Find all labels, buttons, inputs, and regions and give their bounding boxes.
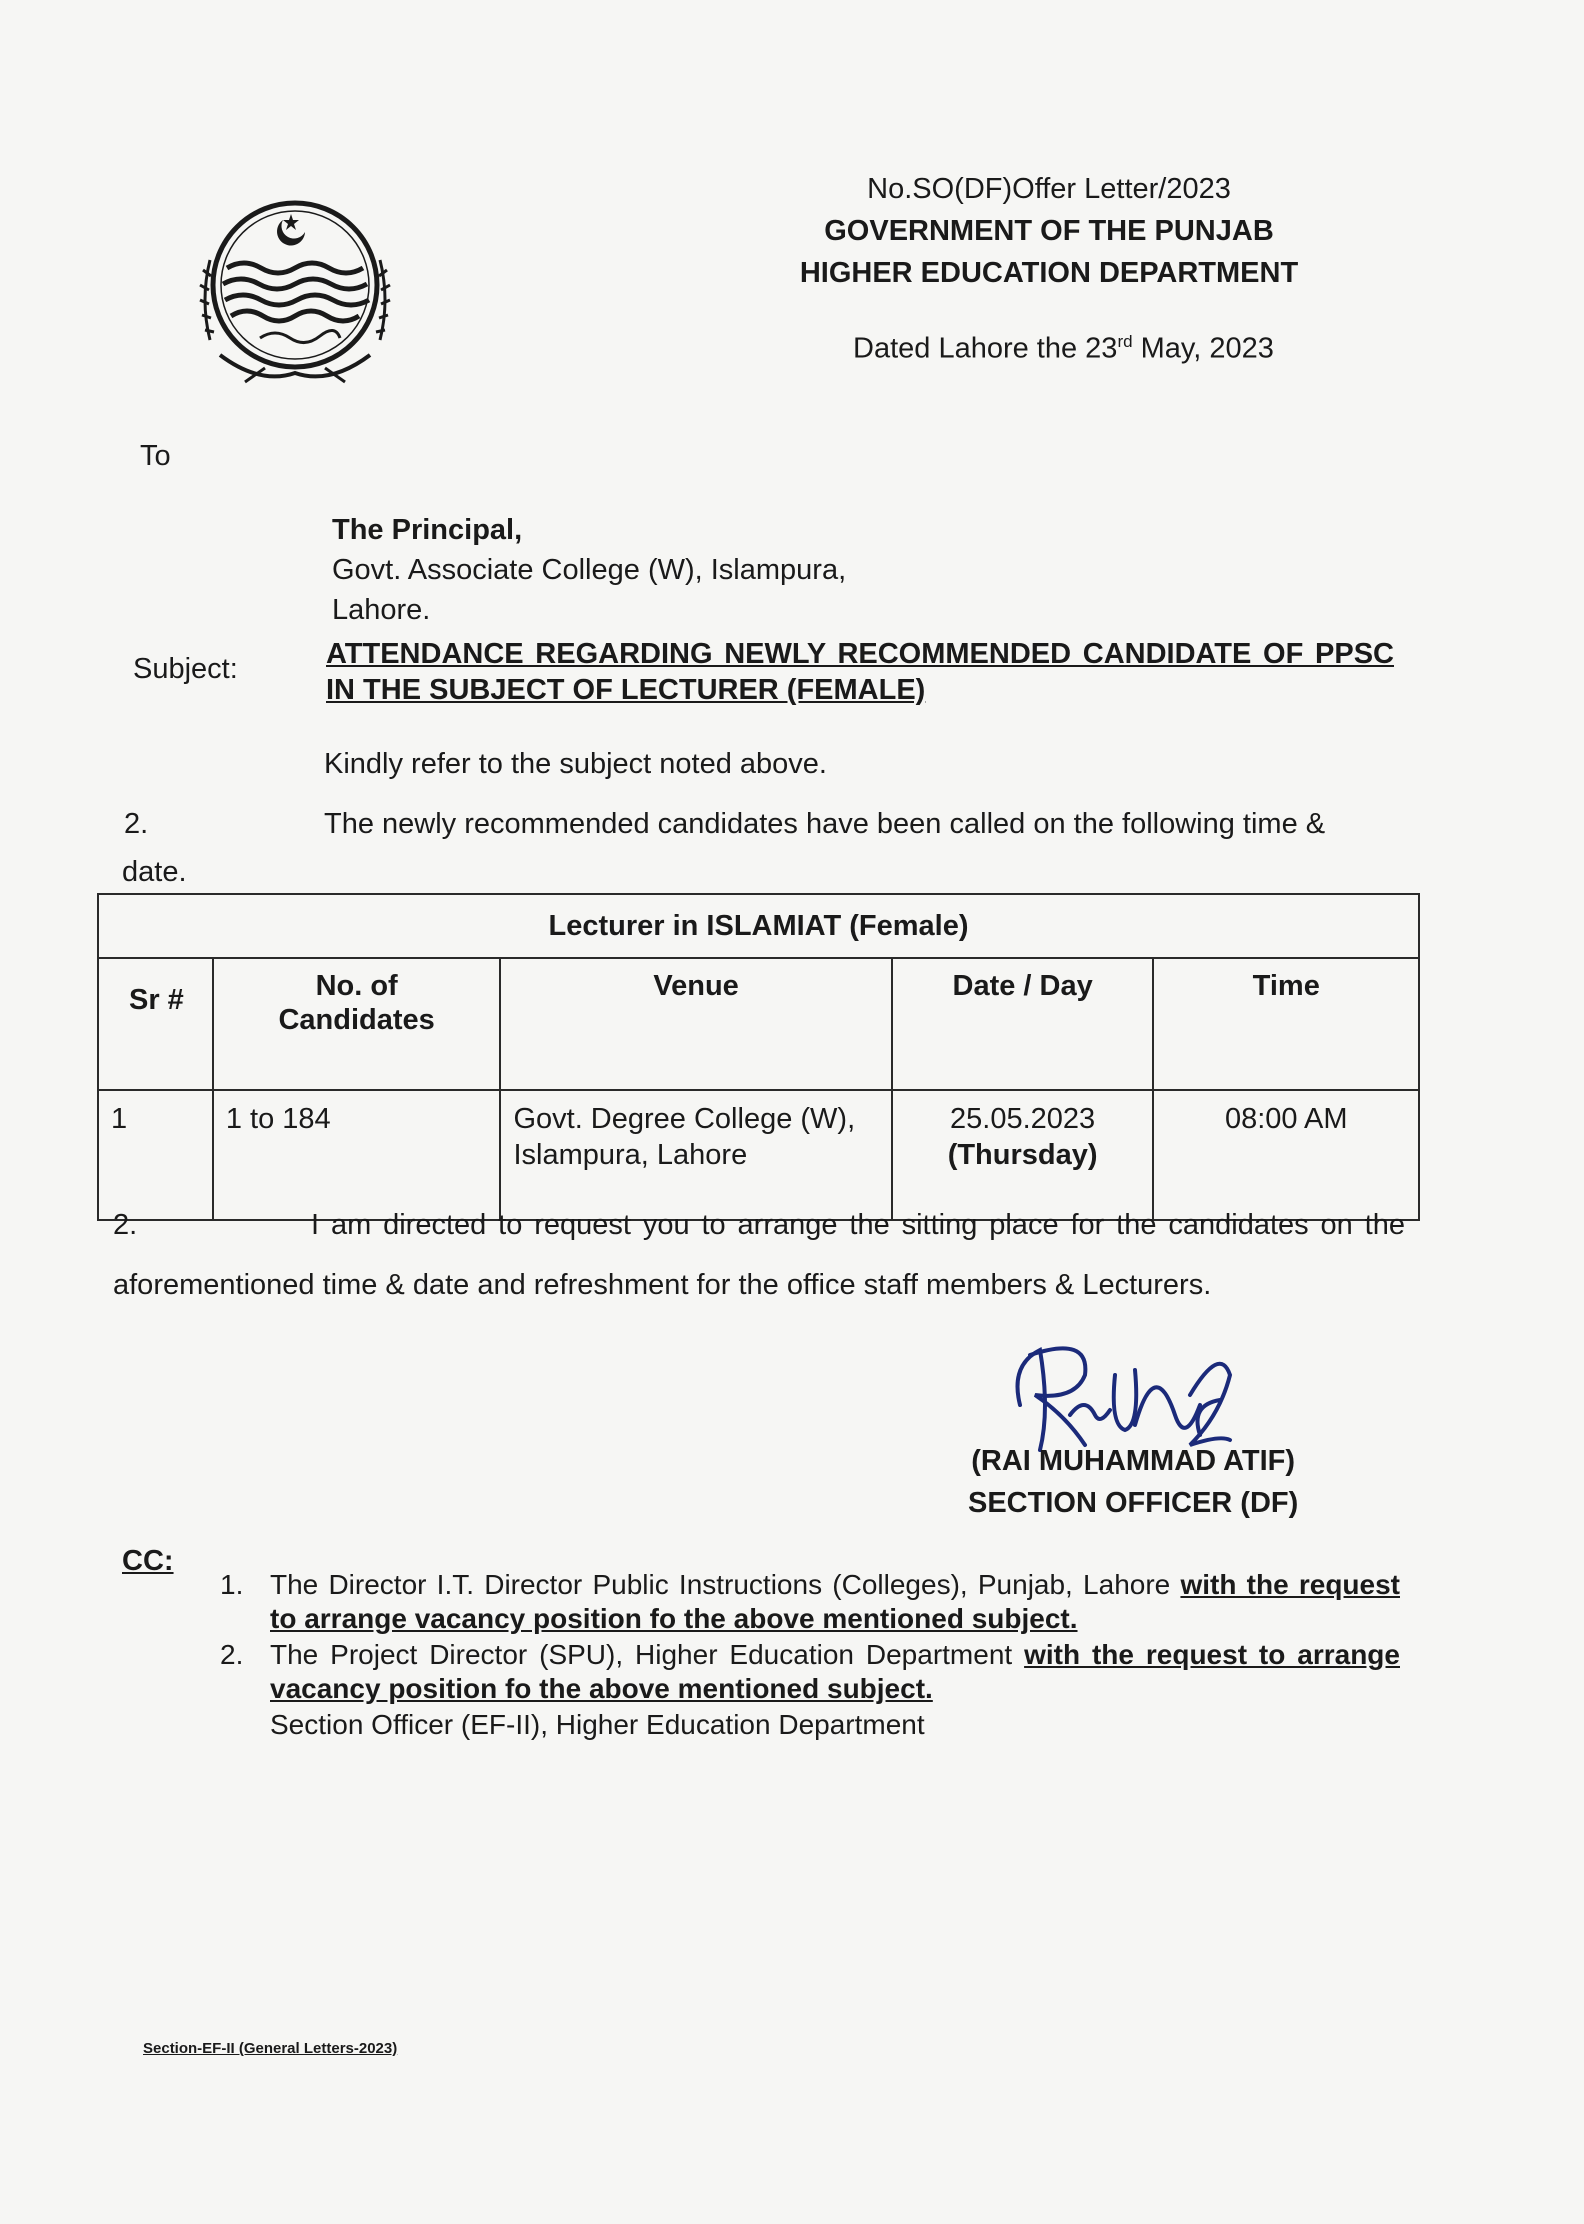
- date-prefix: Dated Lahore the 23: [853, 332, 1118, 365]
- signatory-designation: SECTION OFFICER (DF): [968, 1487, 1299, 1519]
- cc-item-plain: The Director I.T. Director Public Instructions (Colleges), Punjab, Lahore: [270, 1569, 1181, 1600]
- cc-item-text: [270, 1638, 1400, 1706]
- date-ordinal: rd: [1117, 332, 1133, 351]
- paragraph-3: [113, 1195, 1405, 1315]
- paragraph-2: [122, 800, 1397, 896]
- refer-text: Kindly refer to the subject noted above.: [324, 748, 827, 780]
- paragraph-2-number: 2.: [124, 808, 149, 840]
- cc-extra-line: Section Officer (EF-II), Higher Education Department: [270, 1709, 925, 1740]
- cell-venue-line-2: Islampura, Lahore: [513, 1139, 748, 1171]
- header-venue: Venue: [500, 958, 891, 1090]
- table-title: Lecturer in ISLAMIAT (Female): [98, 894, 1419, 958]
- reference-number: No.SO(DF)Offer Letter/2023: [867, 173, 1231, 205]
- schedule-table: [97, 893, 1420, 1221]
- punjab-government-emblem-icon: [165, 190, 425, 390]
- subject-label: Subject:: [133, 653, 238, 685]
- list-item: [220, 1568, 1400, 1636]
- recipient-line-1: Govt. Associate College (W), Islampura,: [332, 554, 847, 586]
- recipient-name: The Principal,: [332, 514, 523, 546]
- table-header-row: [98, 958, 1419, 1090]
- recipient-line-2: Lahore.: [332, 594, 431, 626]
- cc-item-underlined: with the request to arrange vacancy position fo the above mentioned subject.: [270, 1569, 1400, 1634]
- cc-label: CC:: [122, 1545, 174, 1577]
- cc-item-number: 2.: [220, 1639, 244, 1670]
- paragraph-2-text: The newly recommended candidates have been called on the following time & date.: [122, 808, 1326, 888]
- date-suffix: May, 2023: [1132, 332, 1274, 365]
- cell-time: 08:00 AM: [1153, 1090, 1419, 1220]
- cc-item-number: 1.: [220, 1569, 244, 1600]
- header-time: Time: [1153, 958, 1419, 1090]
- header-candidates-line-2: Candidates: [278, 1004, 435, 1036]
- list-item: [220, 1638, 1400, 1706]
- signatory-name: (RAI MUHAMMAD ATIF): [971, 1445, 1296, 1477]
- cell-candidates: 1 to 184: [213, 1090, 501, 1220]
- footer-reference: Section-EF-II (General Letters-2023): [143, 2040, 398, 2057]
- paragraph-3-text: I am directed to request you to arrange the sitting place for the candidates on the aforementioned time & date and refreshment for the office staff members & Lecturers.: [113, 1209, 1405, 1301]
- cc-list: [220, 1568, 1400, 1742]
- government-title: GOVERNMENT OF THE PUNJAB: [824, 215, 1274, 247]
- paragraph-3-number: 2.: [113, 1209, 138, 1241]
- header-sr: Sr #: [98, 958, 213, 1090]
- signatory-block: [968, 1440, 1298, 1524]
- cc-item-plain: The Project Director (SPU), Higher Education Department: [270, 1639, 1025, 1670]
- department-title: HIGHER EDUCATION DEPARTMENT: [799, 257, 1299, 289]
- cell-day: (Thursday): [947, 1139, 1098, 1171]
- letter-date: [853, 332, 1274, 366]
- letter-header: [739, 168, 1359, 294]
- cell-venue-line-1: Govt. Degree College (W),: [513, 1103, 856, 1135]
- header-candidates-line-1: No. of: [315, 970, 398, 1002]
- header-candidates: [213, 958, 501, 1090]
- cc-item-underlined: with the request to arrange vacancy position fo the above mentioned subject.: [270, 1639, 1400, 1704]
- cell-date: 25.05.2023: [950, 1103, 1096, 1135]
- cc-item-text: [270, 1568, 1400, 1636]
- to-label: To: [140, 440, 171, 472]
- recipient-address: [332, 510, 846, 630]
- header-date-day: Date / Day: [892, 958, 1154, 1090]
- subject-text: ATTENDANCE REGARDING NEWLY RECOMMENDED CANDIDATE OF PPSC IN THE SUBJECT OF LECTURER (FEMALE): [326, 638, 1394, 706]
- cell-sr: 1: [98, 1090, 213, 1220]
